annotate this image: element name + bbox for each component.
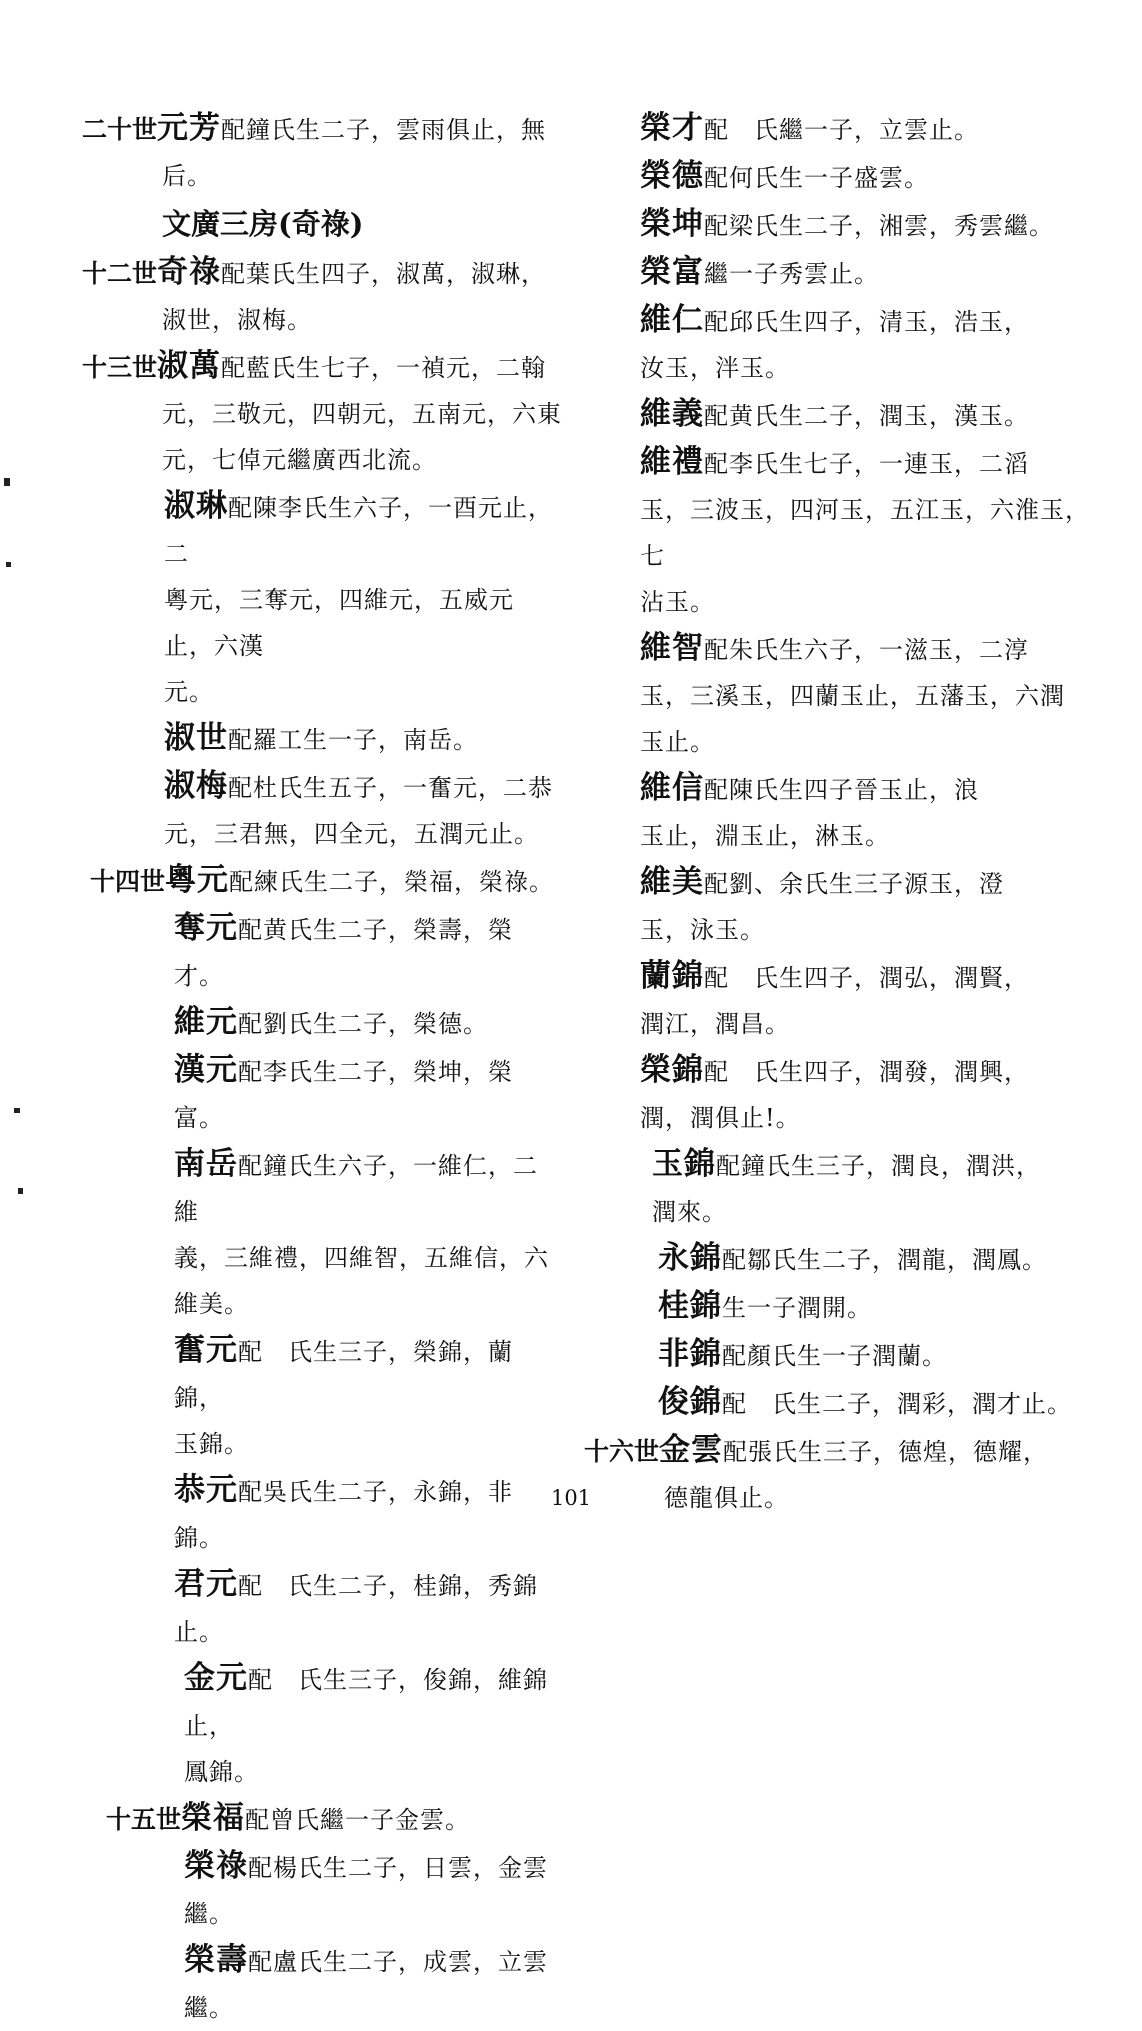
person-name: 維禮 (640, 444, 704, 480)
person-name: 維信 (640, 770, 704, 806)
genealogy-entry (640, 105, 1110, 153)
page-number: 101 (550, 1486, 592, 1510)
genealogy-entry (82, 483, 562, 715)
entry-text: 配陳氏生四子晉玉止，浪 (704, 776, 979, 804)
generation-label: 十四世 (90, 867, 166, 896)
entry-text: 生一子潤開。 (722, 1294, 872, 1322)
entry-text: 配 氏生三子，俊錦，維錦止， (184, 1666, 548, 1740)
entry-text-continued: 潤來。 (652, 1198, 727, 1226)
right-column (584, 105, 1110, 1521)
entry-text: 配鐘氏生三子，潤良，潤洪， (716, 1152, 1041, 1180)
generation-label: 十六世 (584, 1437, 660, 1466)
entry-text-continued: 粵元，三奪元，四維元，五威元止，六漢 (164, 586, 514, 660)
genealogy-entry (640, 1283, 1110, 1331)
person-name: 粵元 (165, 862, 230, 898)
person-name: 維智 (640, 630, 704, 666)
person-name: 恭元 (174, 1472, 238, 1508)
entry-text-continued: 玉，三波玉，四河玉，五江玉，六淮玉，七 (640, 496, 1090, 570)
genealogy-entry (82, 1795, 562, 1843)
entry-text: 配 氏生四子，潤弘，潤賢， (704, 964, 1029, 992)
person-name: 淑世 (164, 720, 228, 756)
genealogy-entry (640, 249, 1110, 297)
person-name: 維仁 (640, 302, 704, 338)
entry-text-continued: 沾玉。 (640, 588, 715, 616)
entry-text-continued: 后。 (162, 162, 212, 190)
genealogy-entry (640, 297, 1110, 391)
entry-text: 配 氏生三子，榮錦，蘭錦， (174, 1338, 513, 1412)
genealogy-entry (640, 1047, 1110, 1141)
person-name: 俊錦 (658, 1384, 722, 1420)
generation-label: 十三世 (82, 353, 158, 382)
entry-text: 配鄒氏生二子，潤龍，潤鳳。 (722, 1246, 1047, 1274)
person-name: 榮才 (640, 110, 704, 146)
genealogy-entry (82, 1327, 562, 1467)
person-name: 奪元 (174, 910, 238, 946)
person-name: 淑梅 (164, 768, 228, 804)
entry-text-continued: 玉止，淵玉止，淋玉。 (640, 822, 890, 850)
scan-speck (14, 1108, 20, 1113)
entry-text: 配劉氏生二子，榮德。 (238, 1010, 488, 1038)
genealogy-entry (82, 999, 562, 1047)
entry-text: 配黄氏生二子，榮壽，榮才。 (174, 916, 513, 990)
person-name: 榮德 (640, 158, 704, 194)
scan-speck (18, 1188, 23, 1194)
scan-speck (6, 562, 11, 567)
genealogy-entry (640, 1331, 1110, 1379)
genealogy-entry (640, 765, 1110, 859)
genealogy-entry (640, 1379, 1110, 1427)
genealogy-entry (82, 715, 562, 763)
entry-text-continued: 汝玉，泮玉。 (640, 354, 790, 382)
genealogy-entry (82, 1561, 562, 1655)
person-name: 君元 (174, 1566, 238, 1602)
entry-text: 配吳氏生二子，永錦，非錦。 (174, 1478, 513, 1552)
person-name: 桂錦 (658, 1288, 722, 1324)
entry-text-continued: 淑世，淑梅。 (162, 306, 312, 334)
person-name: 南岳 (174, 1146, 238, 1182)
entry-text: 配梁氏生二子，湘雲，秀雲繼。 (704, 212, 1054, 240)
genealogy-entry (82, 1937, 562, 2031)
person-name: 榮祿 (184, 1848, 248, 1884)
section-heading: 文廣三房(奇祿) (162, 207, 364, 241)
entry-text: 配 氏繼一子，立雲止。 (704, 116, 979, 144)
person-name: 蘭錦 (640, 958, 704, 994)
person-name: 元芳 (157, 110, 222, 146)
genealogy-entry (640, 153, 1110, 201)
entry-text: 配曾氏繼一子金雲。 (245, 1806, 471, 1834)
person-name: 金元 (184, 1660, 248, 1696)
genealogy-entry (82, 343, 562, 483)
entry-text: 配 氏生四子，潤發，潤興， (704, 1058, 1029, 1086)
person-name: 榮坤 (640, 206, 704, 242)
genealogy-entry (640, 391, 1110, 439)
entry-text-continued: 德龍俱止。 (664, 1484, 789, 1512)
genealogy-entry (640, 625, 1110, 765)
entry-text: 配 氏生二子，潤彩，潤才止。 (722, 1390, 1072, 1418)
entry-text-continued: 元，三君無，四全元，五潤元止。 (164, 820, 539, 848)
person-name: 奮元 (174, 1332, 238, 1368)
entry-text: 配杜氏生五子，一奮元，二恭 (228, 774, 553, 802)
genealogy-entry (82, 857, 562, 905)
genealogy-entry (82, 763, 562, 857)
person-name: 淑萬 (157, 348, 222, 384)
entry-text: 配練氏生二子，榮福，榮祿。 (229, 868, 555, 896)
person-name: 漢元 (174, 1052, 238, 1088)
genealogy-entry (640, 859, 1110, 953)
entry-text: 配朱氏生六子，一滋玉，二淳 (704, 636, 1029, 664)
entry-text-continued: 義，三維禮，四維智，五維信，六維美。 (174, 1244, 549, 1318)
entry-text: 配藍氏生七子，一禎元，二翰 (221, 354, 547, 382)
entry-text: 配楊氏生二子，日雲，金雲繼。 (184, 1854, 548, 1928)
genealogy-entry (640, 1141, 1110, 1235)
entry-text-continued: 元，七倬元繼廣西北流。 (162, 446, 437, 474)
entry-text: 配何氏生一子盛雲。 (704, 164, 929, 192)
entry-text-continued: 元。 (164, 678, 214, 706)
entry-text: 繼一子秀雲止。 (704, 260, 879, 288)
generation-label: 十二世 (82, 259, 158, 288)
genealogy-entry (82, 1141, 562, 1327)
person-name: 非錦 (658, 1336, 722, 1372)
left-column (82, 105, 562, 2031)
genealogy-entry (82, 1843, 562, 1937)
entry-text: 配陳李氏生六子，一酉元止，二 (164, 494, 553, 568)
genealogy-entry (640, 1235, 1110, 1283)
person-name: 維義 (640, 396, 704, 432)
entry-text-continued: 元，三敬元，四朝元，五南元，六東 (162, 400, 562, 428)
person-name: 榮錦 (640, 1052, 704, 1088)
entry-text: 配盧氏生二子，成雲，立雲繼。 (184, 1948, 548, 2022)
generation-label: 二十世 (82, 115, 158, 144)
genealogy-entry (640, 439, 1110, 625)
entry-text-continued: 潤江，潤昌。 (640, 1010, 790, 1038)
entry-text: 配黄氏生二子，潤玉，漢玉。 (704, 402, 1029, 430)
person-name: 玉錦 (652, 1146, 716, 1182)
entry-text: 配鐘氏生六子，一維仁，二維 (174, 1152, 538, 1226)
entry-text: 配 氏生二子，桂錦，秀錦止。 (174, 1572, 538, 1646)
entry-text: 配李氏生七子，一連玉，二滔 (704, 450, 1029, 478)
scan-speck (4, 478, 10, 486)
person-name: 奇祿 (157, 254, 222, 290)
entry-text-continued: 玉錦。 (174, 1430, 249, 1458)
person-name: 淑琳 (164, 488, 228, 524)
person-name: 榮富 (640, 254, 704, 290)
generation-label: 十五世 (106, 1805, 182, 1834)
entry-text: 配劉、余氏生三子源玉，澄 (704, 870, 1004, 898)
entry-text: 配葉氏生四子，淑萬，淑琳， (221, 260, 547, 288)
genealogy-entry (82, 249, 562, 343)
entry-text-continued: 鳳錦。 (184, 1758, 259, 1786)
person-name: 維元 (174, 1004, 238, 1040)
person-name: 金雲 (659, 1432, 724, 1468)
genealogy-entry (82, 105, 562, 199)
entry-text: 配邱氏生四子，清玉，浩玉， (704, 308, 1029, 336)
entry-text-continued: 玉，泳玉。 (640, 916, 765, 944)
genealogy-entry (640, 201, 1110, 249)
entry-text-continued: 玉止。 (640, 728, 715, 756)
entry-text: 配羅工生一子，南岳。 (228, 726, 478, 754)
entry-text: 配李氏生二子，榮坤，榮富。 (174, 1058, 513, 1132)
genealogy-entry (82, 905, 562, 999)
genealogy-entry (82, 1467, 562, 1561)
genealogy-entry (82, 1655, 562, 1795)
entry-text-continued: 潤，潤俱止!。 (640, 1104, 801, 1132)
entry-text-continued: 玉，三溪玉，四蘭玉止，五藩玉，六潤 (640, 682, 1065, 710)
person-name: 榮壽 (184, 1942, 248, 1978)
entry-text: 配張氏生三子，德煌，德耀， (723, 1438, 1049, 1466)
entry-text: 配顏氏生一子潤蘭。 (722, 1342, 947, 1370)
entry-text: 配鐘氏生二子，雲雨俱止，無 (221, 116, 547, 144)
person-name: 永錦 (658, 1240, 722, 1276)
genealogy-entry (82, 1047, 562, 1141)
genealogy-entry (640, 953, 1110, 1047)
person-name: 榮福 (181, 1800, 246, 1836)
person-name: 維美 (640, 864, 704, 900)
